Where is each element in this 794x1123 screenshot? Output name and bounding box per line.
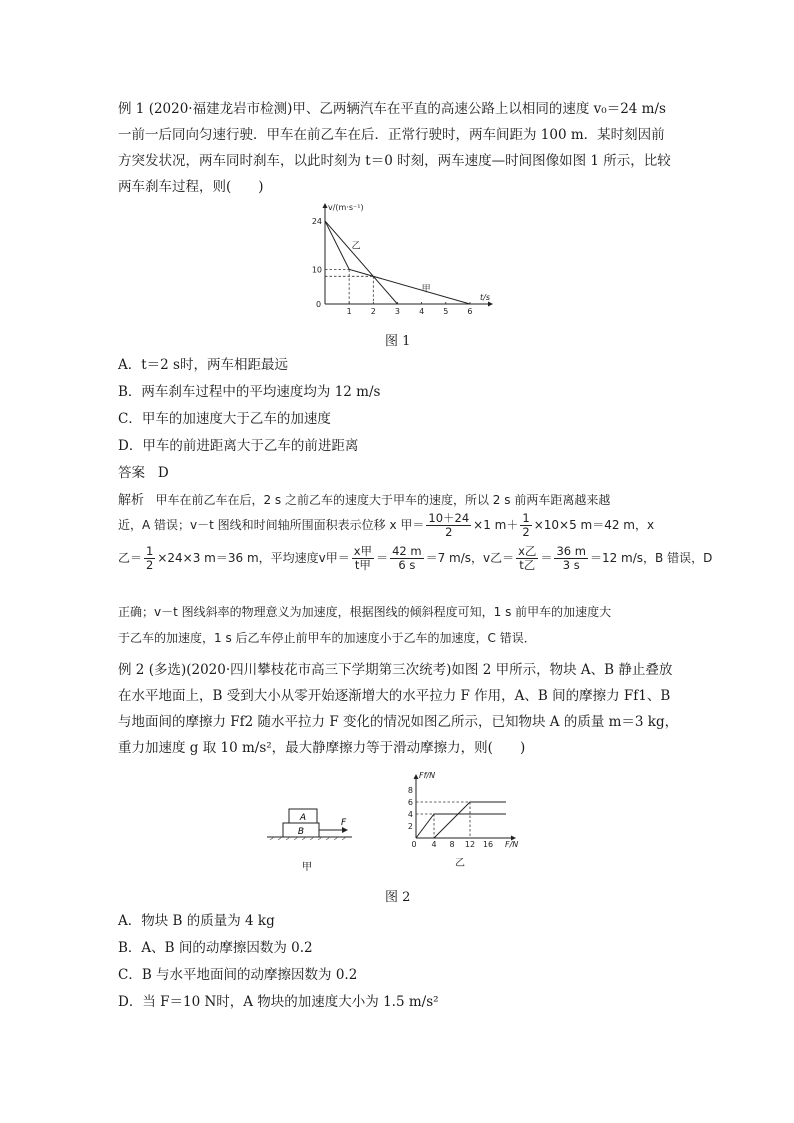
fig2-y-axis-label: Ff/N [419, 771, 436, 780]
fraction: $\frac{1}{2}$ [522, 511, 530, 539]
answer-value: D [157, 465, 169, 481]
block-b-label: B [297, 827, 305, 837]
analysis-line4: 正确；v－t 图线斜率的物理意义为加速度，根据图线的倾斜程度可知，1 s 前甲车的加速度大 [118, 605, 612, 619]
figure1-caption: 图 1 [385, 334, 411, 349]
fraction: $\frac{42 m}{6 s}$ [392, 544, 422, 572]
fig2-x-tick-label: 12 [464, 840, 476, 849]
fig1-series-label-yi: 乙 [351, 241, 361, 252]
example2-stem-line3: 与地面间的摩擦力 Ff2 随水平拉力 F 变化的情况如图乙所示，已知物块 A 的质量 m＝3 kg， [118, 714, 679, 730]
fig1-x-tick-label: 3 [394, 307, 401, 316]
block-a-label: A [299, 813, 307, 823]
example1-stem-line3: 方突发状况，两车同时刹车，以此时刻为 t＝0 时刻，两车速度—时间图像如图 1 所示，比较 [118, 153, 671, 169]
example2-option-a: A．物块 B 的质量为 4 kg [118, 913, 275, 929]
example1-answer [118, 464, 169, 482]
example2-option-b: B．A、B 间的动摩擦因数为 0.2 [118, 940, 313, 956]
fig2-x-tick-label: 0 [411, 840, 417, 849]
fig1-y-tick-label: 10 [311, 265, 322, 275]
example2-stem-line4: 重力加速度 g 取 10 m/s²，最大静摩擦力等于滑动摩擦力，则( ) [118, 740, 526, 756]
example1-option-b: B．两车刹车过程中的平均速度均为 12 m/s [118, 384, 381, 400]
analysis-line5: 于乙车的加速度，1 s 后乙车停止前甲车的加速度小于乙车的加速度，C 错误． [118, 631, 536, 645]
force-label: F [341, 818, 347, 828]
figure2b-friction-graph [398, 768, 538, 872]
fig1-y-arrowhead [323, 203, 328, 208]
example2-option-c: C．B 与水平地面间的动摩擦因数为 0.2 [118, 967, 358, 983]
example1-option-a: A．t＝2 s时，两车相距最远 [118, 357, 288, 373]
fig1-x-tick-label: 2 [370, 307, 376, 316]
example2-stem-line2: 在水平地面上，B 受到大小从零开始逐渐增大的水平拉力 F 作用，A、B 间的摩擦力 Ff1、B [118, 688, 671, 704]
fraction: $\frac{\text{x乙}}{\text{t乙}}$ [518, 544, 537, 572]
fig2-x-tick-label: 4 [431, 840, 437, 849]
fig1-x-axis-label: t/s [480, 293, 490, 302]
example1-option-d: D．甲车的前进距离大于乙车的前进距离 [118, 438, 359, 454]
example1-label: 例 1 [118, 101, 145, 117]
fig1-x-tick-label: 6 [467, 307, 473, 316]
answer-label: 答案 [118, 465, 145, 481]
figure2a-caption: 甲 [302, 862, 312, 873]
fig2-y-tick-label: 6 [407, 798, 413, 807]
example1-stem-line4: 两车刹车过程，则( ) [118, 179, 264, 195]
analysis-line1: 解析 甲车在前乙车在后，2 s 之前乙车的速度大于甲车的速度，所以 2 s 前两车距离越来越 [118, 493, 611, 508]
fig2-y-tick-label: 8 [407, 786, 413, 795]
fig1-series-yi [325, 221, 397, 304]
analysis-line3: 乙＝ $\frac{1}{2}$ ×24×3 m＝36 m，平均速度v甲＝ $\frac{\text{x甲}}{\text{t甲}}$ ＝ $\frac{42 m}{6 s}$ ＝7 m/s，v乙＝ $\frac{\text{x乙}}{\text{t乙}}$ ＝ $\frac{36 m}{3 s}$ ＝12 m/s，B 错误，D [118, 544, 713, 572]
fig2-x-tick-label: 8 [449, 840, 455, 849]
figure2b-caption: 乙 [455, 858, 465, 869]
example1-stem-line1: 例 1 (2020·福建龙岩市检测)甲、乙两辆汽车在平直的高速公路上以相同的速度 v₀＝24 m/s [118, 101, 666, 117]
example1-stem-line2: 一前一后同向匀速行驶．甲车在前乙车在后．正常行驶时，两车间距为 100 m．某时刻因前 [118, 127, 665, 143]
fig1-x-tick-label: 5 [443, 307, 449, 316]
fig1-y-axis-label: v/(m·s⁻¹) [328, 203, 364, 212]
fig2-y-tick-label: 4 [407, 810, 413, 819]
fig1-x-tick-label: 4 [419, 307, 425, 316]
figure1-vt-graph [300, 200, 500, 330]
example2-stem-line1: 例 2 (多选)(2020·四川攀枝花市高三下学期第三次统考)如图 2 甲所示，物块 A、B 静止叠放 [118, 662, 673, 678]
fig1-origin-label: 0 [316, 300, 322, 309]
fraction: $\frac{10+24}{2}$ [428, 511, 470, 539]
fig1-x-arrowhead [488, 302, 493, 307]
fig1-x-tick-label: 1 [346, 307, 352, 316]
fig1-series-jia [325, 221, 470, 304]
figure2-caption: 图 2 [385, 890, 411, 905]
example2-label: 例 2 [118, 662, 145, 678]
fraction: $\frac{1}{2}$ [146, 544, 154, 572]
fig2-x-axis-label: F/N [505, 840, 519, 849]
fig1-series-label-jia: 甲 [421, 284, 431, 295]
fraction: $\frac{\text{x甲}}{\text{t甲}}$ [353, 544, 373, 572]
fig2-series-ff1 [416, 814, 506, 838]
fig2-y-tick-label: 2 [407, 822, 413, 831]
example2-option-d: D．当 F＝10 N时，A 物块的加速度大小为 1.5 m/s² [118, 994, 439, 1010]
fig1-y-tick-label: 24 [311, 216, 322, 226]
analysis-label: 解析 [118, 493, 145, 508]
example1-option-c: C．甲车的加速度大于乙车的加速度 [118, 411, 331, 427]
fig2-y-arrowhead [414, 774, 419, 779]
fraction: $\frac{36 m}{3 s}$ [556, 544, 586, 572]
analysis-line2: 近，A 错误；v－t 图线和时间轴所围面积表示位移 x 甲＝ $\frac{10+24}{2}$ ×1 m＋ $\frac{1}{2}$ ×10×5 m＝42 m，x [118, 511, 655, 539]
figure2a-blocks-diagram [262, 800, 362, 880]
fig2-x-tick-label: 16 [482, 840, 494, 849]
